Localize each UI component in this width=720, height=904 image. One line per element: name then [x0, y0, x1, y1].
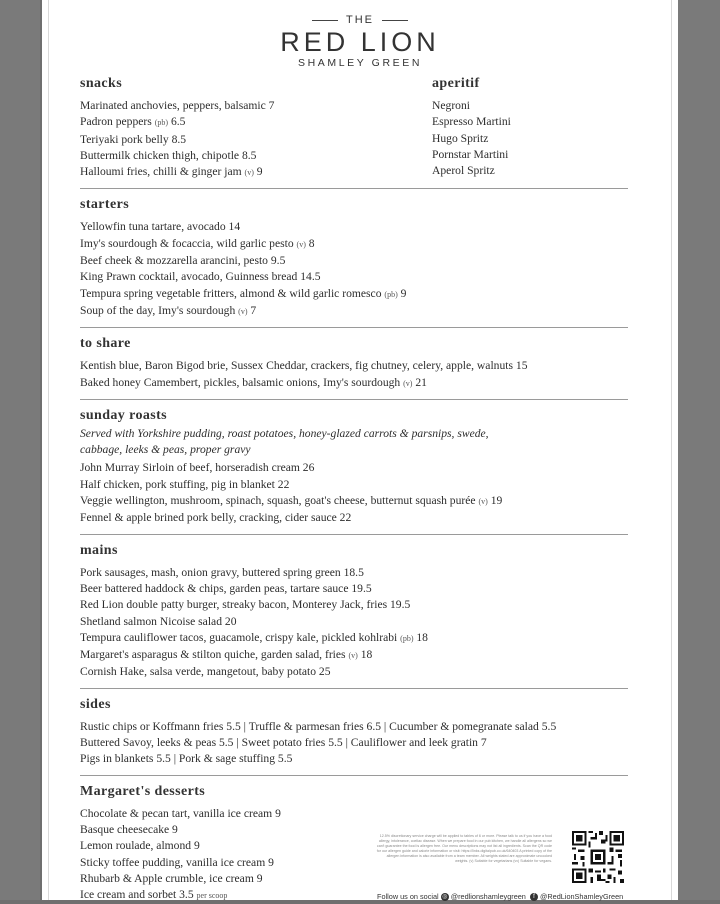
dietary-tag: (v) — [403, 378, 413, 388]
aperitif-list — [432, 98, 628, 179]
facebook-icon[interactable]: f — [530, 893, 538, 901]
page-border-right — [671, 0, 672, 900]
menu-item-name: Basque cheesecake 9 — [80, 822, 178, 836]
divider — [80, 399, 628, 400]
menu-item-name: Chocolate & pecan tart, vanilla ice cream 9 — [80, 806, 281, 820]
menu-item-name: Lemon roulade, almond 9 — [80, 839, 200, 853]
menu-item-name: Marinated anchovies, peppers, balsamic 7 — [80, 99, 275, 112]
menu-item-price: 19 — [487, 494, 503, 508]
section-title-starters: starters — [80, 197, 130, 213]
menu-item — [80, 236, 628, 253]
menu-item-name: Imy's sourdough & focaccia, wild garlic pesto — [80, 236, 294, 250]
dietary-tag: (v) — [348, 651, 358, 661]
menu-item-name: Baked honey Camembert, pickles, balsamic onions, Imy's sourdough — [80, 375, 401, 389]
menu-item — [80, 477, 628, 493]
menu-item-name: Tempura spring vegetable fritters, almond & wild garlic romesco — [80, 286, 382, 300]
menu-item-name: Teriyaki pork belly 8.5 — [80, 132, 187, 146]
menu-item — [80, 664, 628, 680]
menu-item — [80, 493, 628, 510]
divider — [80, 688, 628, 689]
menu-item-name: Pork sausages, mash, onion gravy, buttered spring green 18.5 — [80, 565, 364, 579]
social-row — [377, 892, 637, 901]
dietary-tag: (v) — [244, 168, 254, 178]
header-rule-right — [382, 20, 408, 21]
menu-item-name: Half chicken, pork stuffing, pig in blanket 22 — [80, 477, 290, 491]
menu-item-name: Cornish Hake, salsa verde, mangetout, baby potato 25 — [80, 665, 331, 679]
dietary-tag: (v) — [238, 306, 248, 316]
menu-item-name: Rustic chips or Koffmann fries 5.5 | Truffle & parmesan fries 6.5 | Cucumber & pomegranate salad 5.5 — [80, 719, 557, 733]
section-title-sides: sides — [80, 696, 111, 712]
menu-item — [80, 871, 628, 887]
menu-item-name: Red Lion double patty burger, streaky bacon, Monterey Jack, fries 19.5 — [80, 598, 411, 612]
sides-list — [80, 719, 628, 768]
dietary-tag: per scoop — [196, 891, 228, 901]
mains-section — [80, 543, 628, 681]
facebook-handle[interactable]: @RedLionShamleyGreen — [539, 891, 624, 901]
drink-item: Negroni — [432, 99, 470, 112]
right-background — [678, 0, 720, 900]
menu-item — [80, 806, 628, 822]
brand-name: RED LION — [280, 27, 440, 57]
snacks-list — [80, 98, 432, 181]
divider — [80, 534, 628, 535]
menu-item — [80, 303, 628, 320]
dietary-tag: (v) — [296, 239, 306, 249]
left-background — [0, 0, 40, 900]
menu-item — [80, 219, 628, 235]
menu-content — [80, 76, 628, 904]
drink-item: Pornstar Martini — [432, 147, 509, 161]
qr-code-icon[interactable] — [572, 831, 624, 883]
menu-item-name: Padron peppers — [80, 115, 152, 129]
roasts-note-line1: Served with Yorkshire pudding, roast potatoes, honey-glazed carrots & parsnips, swede, — [80, 426, 489, 440]
snacks-aperitif-row — [80, 76, 628, 181]
dietary-tag: (pb) — [154, 118, 169, 128]
sunday-roasts-section — [80, 408, 628, 527]
menu-item — [80, 286, 628, 303]
menu-item-name: Pigs in blankets 5.5 | Pork & sage stuffing 5.5 — [80, 752, 293, 766]
to-share-section — [80, 336, 628, 392]
menu-item-name: Veggie wellington, mushroom, spinach, squash, goat's cheese, butternut squash purée — [80, 494, 476, 508]
menu-item — [80, 98, 432, 114]
menu-item — [80, 581, 628, 597]
menu-item-name: John Murray Sirloin of beef, horseradish cream 26 — [80, 461, 315, 475]
instagram-icon[interactable]: ◎ — [442, 893, 448, 900]
menu-item-price: 6.5 — [168, 115, 186, 129]
section-title-mains: mains — [80, 542, 118, 558]
page-border-left — [48, 0, 49, 900]
menu-item — [80, 565, 628, 581]
menu-item — [80, 751, 628, 767]
drink-item: Espresso Martini — [432, 115, 511, 129]
dietary-tag: (pb) — [400, 633, 414, 643]
header-the: THE — [346, 14, 374, 26]
menu-item-name: Tempura cauliflower tacos, guacamole, crispy kale, pickled kohlrabi — [80, 630, 398, 644]
roasts-note-line2: cabbage, leeks & peas, proper gravy — [80, 443, 251, 457]
follow-text: Follow us on social — [377, 891, 439, 901]
menu-item — [80, 132, 432, 148]
dietary-tag: (pb) — [384, 289, 398, 299]
menu-item-name: Soup of the day, Imy's sourdough — [80, 303, 236, 317]
menu-item — [80, 719, 628, 735]
menu-item-name: Beef cheek & mozzarella arancini, pesto 9.5 — [80, 254, 286, 268]
menu-item — [80, 614, 628, 630]
menu-item — [80, 358, 628, 374]
menu-item — [80, 510, 628, 526]
menu-item-name: Shetland salmon Nicoise salad 20 — [80, 614, 237, 628]
menu-item-name: Halloumi fries, chilli & ginger jam — [80, 165, 242, 179]
snacks-section — [80, 76, 432, 181]
menu-item-name: Buttermilk chicken thigh, chipotle 8.5 — [80, 148, 257, 162]
sunday-roasts-list — [80, 460, 628, 526]
menu-item — [80, 375, 628, 392]
divider — [80, 775, 628, 776]
menu-item-name: Beer battered haddock & chips, garden peas, tartare sauce 19.5 — [80, 581, 372, 595]
menu-item — [80, 630, 628, 647]
drink-item: Aperol Spritz — [432, 164, 495, 178]
menu-item-price: 18 — [357, 648, 373, 662]
menu-item-price: 8 — [305, 236, 315, 250]
brand-location: SHAMLEY GREEN — [297, 57, 423, 69]
menu-item-price: 7 — [247, 303, 257, 317]
section-title-snacks: snacks — [80, 76, 123, 91]
aperitif-section — [432, 76, 628, 181]
menu-item — [80, 164, 432, 181]
menu-item — [80, 148, 432, 164]
header-rule-left — [312, 20, 338, 21]
menu-item-price: 9 — [397, 286, 407, 300]
instagram-handle[interactable]: @redlionshamleygreen — [450, 891, 526, 901]
menu-item-name: King Prawn cocktail, avocado, Guinness bread 14.5 — [80, 270, 321, 284]
menu-item — [80, 114, 432, 131]
menu-item — [80, 253, 628, 269]
to-share-list — [80, 358, 628, 392]
section-title-to-share: to share — [80, 336, 131, 352]
drink-item: Hugo Spritz — [432, 131, 489, 145]
starters-section — [80, 197, 628, 320]
menu-item-name: Yellowfin tuna tartare, avocado 14 — [80, 220, 241, 234]
menu-item-name: Buttered Savoy, leeks & peas 5.5 | Sweet potato fries 5.5 | Cauliflower and leek gratin 7 — [80, 736, 487, 750]
menu-item-price: 21 — [412, 375, 427, 389]
menu-item — [80, 269, 628, 285]
divider — [80, 188, 628, 189]
divider — [80, 327, 628, 328]
menu-item — [80, 460, 628, 476]
section-title-sunday-roasts: sunday roasts — [80, 407, 168, 423]
menu-item-price: 9 — [253, 165, 263, 179]
section-title-desserts: Margaret's desserts — [80, 783, 206, 799]
starters-list — [80, 219, 628, 320]
menu-item-name: Rhubarb & Apple crumble, ice cream 9 — [80, 871, 263, 885]
menu-item-name: Sticky toffee pudding, vanilla ice cream 9 — [80, 855, 274, 869]
desserts-section — [80, 784, 628, 904]
section-title-aperitif: aperitif — [432, 76, 480, 91]
mains-list — [80, 565, 628, 681]
menu-item — [80, 597, 628, 613]
menu-header — [42, 14, 678, 69]
menu-item-name: Fennel & apple brined pork belly, cracking, cider sauce 22 — [80, 511, 352, 525]
menu-item-name: Kentish blue, Baron Bigod brie, Sussex Cheddar, crackers, fig chutney, celery, apple, walnuts 15 — [80, 359, 528, 373]
menu-page — [42, 0, 678, 900]
menu-item — [80, 735, 628, 751]
sides-section — [80, 697, 628, 768]
dietary-tag: (v) — [478, 497, 488, 507]
menu-item-price: 18 — [413, 630, 428, 644]
menu-item-name: Ice cream and sorbet 3.5 — [80, 888, 194, 902]
the-row — [42, 14, 678, 26]
allergen-small-print: 12.5% discretionary service charge will be applied to tables of 6 or more. Please talk to us if you have a food allergy, intolerance, coeliac disease. When we prepare food in our pub kitchen, we handle all allergens so we can't guarantee the food is allergen free. Our menu descriptions may not list all ingredients. Scan the QR code for our allergen guide and calorie information or visit: https://links.digitalpub.co.uk/640403 A printed copy of the allergen information is also available from a team member. All weights stated are approximate uncooked weights. (v) Suitable for vegetarians (vv) Suitable for vegans. — [376, 833, 552, 863]
menu-item-name: Margaret's asparagus & stilton quiche, garden salad, fries — [80, 648, 346, 662]
menu-item — [80, 647, 628, 664]
